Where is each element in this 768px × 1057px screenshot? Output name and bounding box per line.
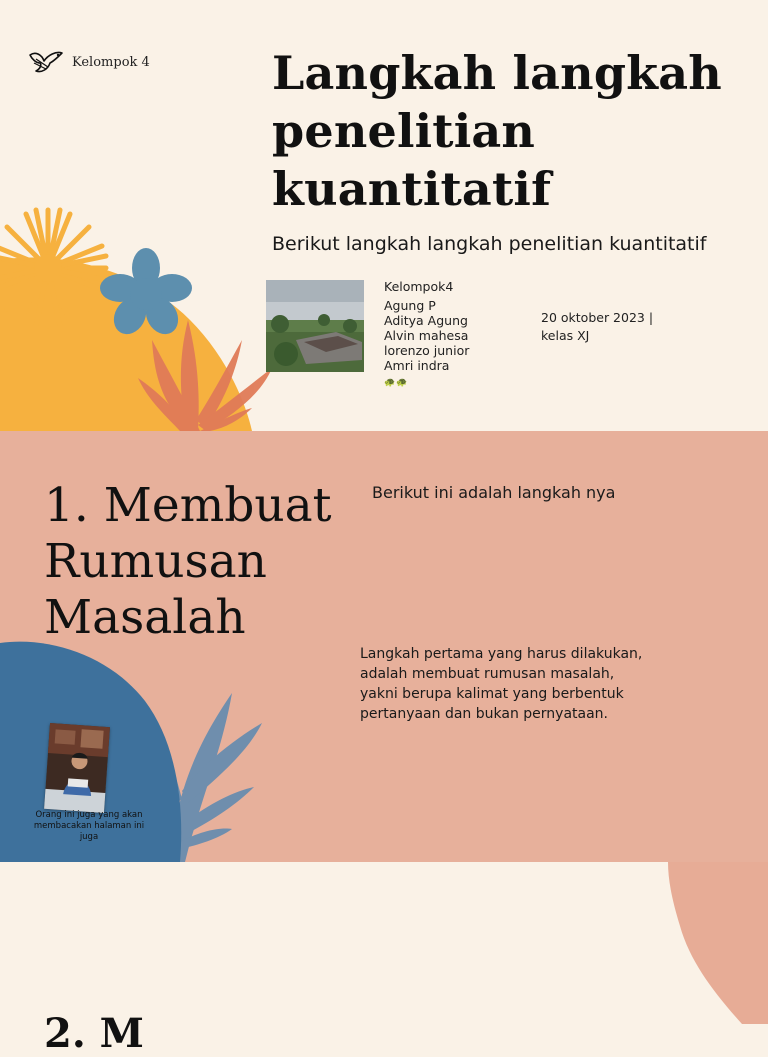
brand-label: Kelompok 4 <box>72 54 150 70</box>
member-name: Alvin mahesa <box>384 328 469 343</box>
member-name: Agung P <box>384 298 436 313</box>
photo-caption: Orang ini juga yang akan membacakan halaman ini juga <box>33 810 145 842</box>
brand <box>28 49 150 75</box>
title-slide <box>0 0 768 431</box>
bird-logo-icon <box>28 49 64 75</box>
date-label: 20 oktober 2023 | <box>541 310 654 325</box>
member-list <box>384 279 469 391</box>
class-label: kelas XJ <box>541 328 590 343</box>
step-one-slide <box>0 431 768 862</box>
group-photo <box>266 280 364 372</box>
slide-subtitle: Berikut langkah langkah penelitian kuantitatif <box>272 233 707 255</box>
member-name: Aditya Agung <box>384 313 468 328</box>
member-name: Amri indra <box>384 358 450 373</box>
coral-blob-shape <box>668 862 768 1024</box>
step-body: Langkah pertama yang harus dilakukan, adalah membuat rumusan masalah, yakni berupa kalimat yang berbentuk pertanyaan dan bukan pernyataan. <box>360 646 643 722</box>
slide-title: Langkah langkah penelitian kuantitatif <box>272 46 722 216</box>
presenter-photo <box>44 723 110 813</box>
step-title-line: Rumusan <box>44 534 267 589</box>
step-intro: Berikut ini adalah langkah nya <box>372 483 616 502</box>
step-two-slide <box>0 862 768 1057</box>
step-two-title: 2. M <box>44 1010 144 1057</box>
step-title <box>44 478 332 646</box>
member-name: lorenzo junior <box>384 343 470 358</box>
turtle-emoji: 🐢🐢 <box>384 378 409 388</box>
slide-meta <box>541 309 653 345</box>
decorative-shapes <box>0 862 768 1024</box>
step-title-line: 1. Membuat <box>44 478 332 533</box>
group-name: Kelompok4 <box>384 279 454 294</box>
step-title-line: Masalah <box>44 590 246 645</box>
